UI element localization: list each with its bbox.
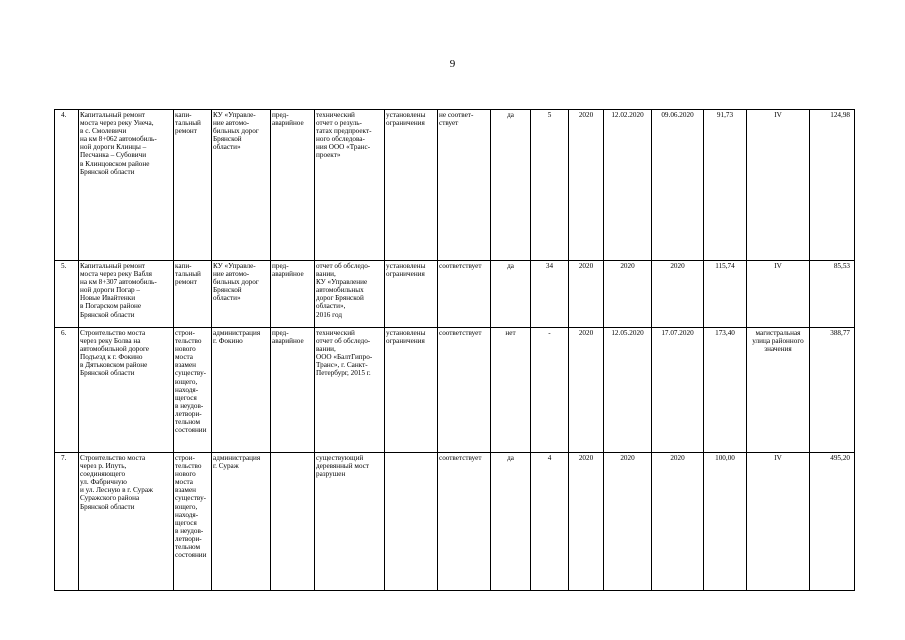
compliance: соответствует bbox=[438, 261, 491, 328]
row-number: 5. bbox=[55, 261, 79, 328]
row-number: 6. bbox=[55, 328, 79, 453]
year: 2020 bbox=[569, 328, 604, 453]
condition: пред- аварийное bbox=[271, 261, 315, 328]
length: 100,00 bbox=[704, 453, 747, 591]
length: 115,74 bbox=[704, 261, 747, 328]
condition: пред- аварийное bbox=[271, 110, 315, 261]
row-number: 4. bbox=[55, 110, 79, 261]
date-start: 2020 bbox=[604, 261, 652, 328]
table-row bbox=[55, 453, 855, 591]
compliance: не соответ- ствует bbox=[438, 110, 491, 261]
flag: да bbox=[491, 110, 531, 261]
date-start: 12.05.2020 bbox=[604, 328, 652, 453]
object-name: Капитальный ремонт моста через реку Вабля на км 8+307 автомобиль- ной дороги Погар – Новые Ивайтенки в Погарском районе Брянской области bbox=[79, 261, 174, 328]
date-end: 17.07.2020 bbox=[652, 328, 704, 453]
customer: КУ «Управле- ние автомо- бильных дорог Брянской области» bbox=[212, 110, 271, 261]
customer: КУ «Управле- ние автомо- бильных дорог Брянской области» bbox=[212, 261, 271, 328]
work-type: строи- тельство нового моста взамен существу- ющего, находя- щегося в неудов- летвори- тельном состоянии bbox=[174, 453, 212, 591]
basis: отчет об обследо- вании, КУ «Управление автомобильных дорог Брянской области», 2016 год bbox=[315, 261, 385, 328]
table-row bbox=[55, 328, 855, 453]
restrictions: установлены ограничения bbox=[385, 110, 438, 261]
category: IV bbox=[747, 110, 810, 261]
date-start: 12.02.2020 bbox=[604, 110, 652, 261]
count: 34 bbox=[531, 261, 569, 328]
flag: нет bbox=[491, 328, 531, 453]
flag: да bbox=[491, 453, 531, 591]
cost: 85,53 bbox=[810, 261, 855, 328]
restrictions bbox=[385, 453, 438, 591]
basis: технический отчет о резуль- татах предпроект- ного обследова- ния ООО «Транс- проект» bbox=[315, 110, 385, 261]
restrictions: установлены ограничения bbox=[385, 328, 438, 453]
compliance: соответствует bbox=[438, 453, 491, 591]
date-end: 09.06.2020 bbox=[652, 110, 704, 261]
year: 2020 bbox=[569, 453, 604, 591]
work-type: строи- тельство нового моста взамен существу- ющего, находя- щегося в неудов- летвори- тельном состоянии bbox=[174, 328, 212, 453]
work-type: капи- тальный ремонт bbox=[174, 261, 212, 328]
category: магистральная улица районного значения bbox=[747, 328, 810, 453]
restrictions: установлены ограничения bbox=[385, 261, 438, 328]
length: 91,73 bbox=[704, 110, 747, 261]
condition: пред- аварийное bbox=[271, 328, 315, 453]
year: 2020 bbox=[569, 261, 604, 328]
category: IV bbox=[747, 261, 810, 328]
date-end: 2020 bbox=[652, 261, 704, 328]
table-row bbox=[55, 110, 855, 261]
object-name: Строительство моста через реку Болва на автомобильной дороге Подъезд к г. Фокино в Дятьковском районе Брянской области bbox=[79, 328, 174, 453]
count: 4 bbox=[531, 453, 569, 591]
date-start: 2020 bbox=[604, 453, 652, 591]
object-name: Строительство моста через р. Ипуть, соединяющего ул. Фабричную и ул. Лесную в г. Сураж Суражского района Брянской области bbox=[79, 453, 174, 591]
condition bbox=[271, 453, 315, 591]
date-end: 2020 bbox=[652, 453, 704, 591]
table-row bbox=[55, 261, 855, 328]
category: IV bbox=[747, 453, 810, 591]
basis: технический отчет об обследо- вании, ООО «БалтГипро- Транс», г. Санкт- Петербург, 2015 г. bbox=[315, 328, 385, 453]
count: - bbox=[531, 328, 569, 453]
work-type: капи- тальный ремонт bbox=[174, 110, 212, 261]
page-number: 9 bbox=[449, 58, 456, 70]
cost: 124,98 bbox=[810, 110, 855, 261]
flag: да bbox=[491, 261, 531, 328]
customer: администрация г. Сураж bbox=[212, 453, 271, 591]
cost: 495,20 bbox=[810, 453, 855, 591]
compliance: соответствует bbox=[438, 328, 491, 453]
bridge-works-table bbox=[54, 109, 855, 591]
row-number: 7. bbox=[55, 453, 79, 591]
cost: 388,77 bbox=[810, 328, 855, 453]
year: 2020 bbox=[569, 110, 604, 261]
count: 5 bbox=[531, 110, 569, 261]
customer: администрация г. Фокино bbox=[212, 328, 271, 453]
length: 173,40 bbox=[704, 328, 747, 453]
object-name: Капитальный ремонт моста через реку Унеча, в с. Смолевичи на км 8+062 автомобиль- ной дороги Клинцы – Песчанка – Субовичи в Клинцовском районе Брянской области bbox=[79, 110, 174, 261]
basis: существующий деревянный мост разрушен bbox=[315, 453, 385, 591]
